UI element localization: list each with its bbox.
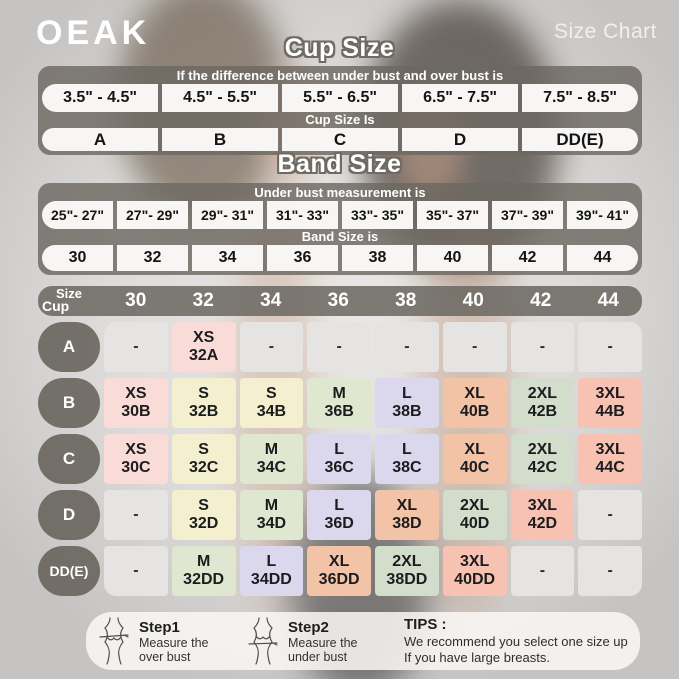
band-range-cell: 29"- 31" [192, 201, 263, 229]
matrix-column-header: 34 [260, 290, 282, 311]
matrix-cell [578, 546, 642, 596]
step1-text [139, 619, 243, 664]
cell-size-label: L [401, 441, 412, 458]
cup-instruction: If the difference between under bust and over bust is [176, 68, 504, 83]
step1-line1: Measure the [139, 635, 209, 650]
cell-size-code: 38DD [386, 571, 428, 588]
matrix-cell [578, 322, 642, 372]
cell-size-label: 3XL [595, 441, 625, 458]
band-number-cell: 36 [267, 245, 338, 271]
step2-line1: Measure the [288, 635, 358, 650]
cell-size-label: 2XL [392, 553, 422, 570]
cell-size-code: 34D [256, 515, 287, 532]
cup-letter-row [42, 128, 638, 151]
matrix-cell [375, 378, 439, 428]
cell-empty-dash: - [133, 338, 139, 355]
step1-title: Step1 [139, 618, 180, 636]
cell-size-code: 44C [595, 459, 625, 476]
matrix-cell [578, 490, 642, 540]
corner-cup-label: Cup [42, 298, 70, 314]
matrix-row-label: A [38, 322, 100, 372]
matrix-row-label: D [38, 490, 100, 540]
cup-letter-cell: D [402, 128, 518, 151]
matrix-cell [375, 490, 439, 540]
cell-size-label: S [266, 385, 277, 402]
matrix-row-label: B [38, 378, 100, 428]
cell-size-label: XS [125, 441, 147, 458]
band-size-heading: Band Size [277, 150, 402, 178]
cell-size-code: 40B [459, 403, 490, 420]
matrix-cell [172, 546, 236, 596]
cell-size-code: 34C [256, 459, 287, 476]
matrix-cell [307, 490, 371, 540]
measure-over-bust-icon [94, 616, 134, 666]
matrix-cell [104, 322, 168, 372]
band-number-cell: 38 [342, 245, 413, 271]
matrix-cell [307, 434, 371, 484]
cell-size-code: 34B [256, 403, 287, 420]
cell-size-code: 32DD [183, 571, 225, 588]
matrix-cell [172, 490, 236, 540]
cell-size-label: L [401, 385, 412, 402]
cell-size-label: XS [125, 385, 147, 402]
tips-block [404, 616, 628, 666]
cell-size-code: 40D [459, 515, 490, 532]
matrix-cell [240, 378, 304, 428]
band-number-cell: 44 [567, 245, 638, 271]
cell-size-code: 30C [121, 459, 151, 476]
matrix-row-a [38, 322, 642, 372]
band-size-table [38, 183, 642, 275]
cell-size-code: 32A [188, 347, 219, 364]
band-number-cell: 42 [492, 245, 563, 271]
cell-size-code: 36C [324, 459, 354, 476]
cell-empty-dash: - [471, 338, 478, 355]
measure-under-bust-icon [243, 616, 283, 666]
corner-size-label: Size [56, 286, 83, 301]
matrix-column-header: 30 [125, 290, 147, 311]
cell-size-code: 36D [324, 515, 354, 532]
cell-empty-dash: - [539, 338, 546, 355]
cell-size-label: 2XL [527, 441, 558, 458]
cell-empty-dash: - [133, 562, 139, 579]
cell-size-label: S [198, 385, 209, 402]
matrix-row-label: C [38, 434, 100, 484]
matrix-cell [172, 378, 236, 428]
cup-range-cell: 4.5" - 5.5" [162, 84, 278, 112]
cup-result-label: Cup Size Is [305, 112, 375, 127]
matrix-cell [443, 490, 507, 540]
cup-letter-cell: C [282, 128, 398, 151]
cup-range-cell: 6.5" - 7.5" [402, 84, 518, 112]
matrix-cell [240, 322, 304, 372]
cell-size-label: L [334, 497, 345, 514]
matrix-row-dd(e) [38, 546, 642, 596]
matrix-cell [240, 546, 304, 596]
band-number-cell: 40 [417, 245, 488, 271]
cup-letter-cell: DD(E) [522, 128, 638, 151]
matrix-cell [375, 322, 439, 372]
cell-size-label: 3XL [459, 553, 490, 570]
matrix-column-header: 36 [327, 290, 349, 311]
band-range-cell: 33"- 35" [342, 201, 413, 229]
matrix-cell [511, 434, 575, 484]
matrix-cell [375, 434, 439, 484]
matrix-cell [104, 546, 168, 596]
cell-empty-dash: - [539, 562, 546, 579]
matrix-cell [104, 434, 168, 484]
matrix-cell [307, 546, 371, 596]
step2-line2: under bust [288, 649, 348, 664]
matrix-cell [443, 546, 507, 596]
band-range-cell: 25"- 27" [42, 201, 113, 229]
matrix-column-header: 44 [597, 290, 619, 311]
cup-range-cell: 5.5" - 6.5" [282, 84, 398, 112]
matrix-row-b [38, 378, 642, 428]
cell-empty-dash: - [404, 338, 410, 355]
cell-size-code: 42D [527, 515, 558, 532]
cell-size-label: S [198, 441, 209, 458]
cup-size-table [38, 66, 642, 155]
matrix-cell [578, 434, 642, 484]
brand-logo: OEAK [36, 14, 151, 52]
cell-size-code: 36DD [318, 571, 360, 588]
matrix-corner-cell [38, 286, 102, 316]
band-range-cell: 31"- 33" [267, 201, 338, 229]
cell-size-label: XL [464, 441, 485, 458]
cell-size-label: M [264, 497, 279, 514]
cell-size-label: XL [328, 553, 350, 570]
band-number-cell: 32 [117, 245, 188, 271]
cell-size-label: XS [192, 329, 215, 346]
tips-line2: If you have large breasts. [404, 650, 550, 665]
matrix-column-header: 42 [530, 290, 552, 311]
page-title: Size Chart [553, 20, 657, 43]
cell-empty-dash: - [133, 506, 139, 523]
band-instruction: Under bust measurement is [254, 185, 426, 200]
cell-size-code: 34DD [250, 571, 292, 588]
matrix-cell [240, 490, 304, 540]
band-number-cell: 34 [192, 245, 263, 271]
matrix-cell [578, 378, 642, 428]
matrix-column-header: 32 [192, 290, 214, 311]
matrix-column-header: 38 [395, 290, 417, 311]
band-range-cell: 35"- 37" [417, 201, 488, 229]
cell-size-label: XL [464, 385, 485, 402]
matrix-header-row [38, 286, 642, 316]
step2-title: Step2 [288, 618, 329, 636]
cup-range-row [42, 84, 638, 112]
cell-empty-dash: - [268, 338, 275, 355]
matrix-column-header: 40 [462, 290, 484, 311]
matrix-cell [443, 378, 507, 428]
cell-size-code: 42B [527, 403, 558, 420]
cell-size-code: 32D [188, 515, 219, 532]
matrix-cell [172, 322, 236, 372]
matrix-cell [511, 546, 575, 596]
band-range-cell: 27"- 29" [117, 201, 188, 229]
cell-size-code: 32B [188, 403, 219, 420]
cell-size-code: 38D [392, 515, 422, 532]
matrix-cell [104, 490, 168, 540]
band-range-cell: 37"- 39" [492, 201, 563, 229]
band-range-row [42, 201, 638, 229]
matrix-cell [104, 378, 168, 428]
cell-size-label: M [332, 385, 346, 402]
cell-size-code: 40C [459, 459, 490, 476]
cell-size-label: L [334, 441, 345, 458]
cup-size-heading: Cup Size [284, 34, 395, 62]
cell-empty-dash: - [607, 338, 613, 355]
cell-size-label: 2XL [459, 497, 490, 514]
cell-size-label: L [266, 553, 277, 570]
cell-size-code: 32C [188, 459, 219, 476]
cell-size-label: M [196, 553, 211, 570]
cell-empty-dash: - [607, 506, 613, 523]
tips-line1: We recommend you select one size up [404, 634, 628, 649]
cell-size-code: 36B [324, 403, 354, 420]
matrix-cell [511, 322, 575, 372]
cup-letter-cell: B [162, 128, 278, 151]
cell-size-label: 2XL [527, 385, 558, 402]
cell-size-code: 42C [527, 459, 558, 476]
matrix-cell [240, 434, 304, 484]
cell-empty-dash: - [336, 338, 342, 355]
matrix-row-c [38, 434, 642, 484]
cell-size-code: 30B [121, 403, 151, 420]
cell-size-code: 38B [392, 403, 422, 420]
step1-line2: over bust [139, 649, 191, 664]
cell-size-label: 3XL [527, 497, 558, 514]
band-result-label: Band Size is [301, 229, 379, 244]
band-number-row [42, 245, 638, 271]
matrix-cell [443, 322, 507, 372]
cell-size-code: 40DD [454, 571, 496, 588]
measuring-guide-bar [86, 612, 640, 670]
matrix-row-label: DD(E) [38, 546, 100, 596]
matrix-cell [443, 434, 507, 484]
cup-range-cell: 3.5" - 4.5" [42, 84, 158, 112]
matrix-cell [307, 322, 371, 372]
cup-range-cell: 7.5" - 8.5" [522, 84, 638, 112]
matrix-cell [172, 434, 236, 484]
matrix-cell [375, 546, 439, 596]
cell-size-label: M [264, 441, 279, 458]
step2-text [288, 619, 392, 664]
cell-size-label: 3XL [595, 385, 625, 402]
matrix-cell [511, 378, 575, 428]
cell-size-label: S [198, 497, 209, 514]
band-number-cell: 30 [42, 245, 113, 271]
cup-letter-cell: A [42, 128, 158, 151]
band-range-cell: 39"- 41" [567, 201, 638, 229]
matrix-cell [511, 490, 575, 540]
cell-size-code: 44B [595, 403, 625, 420]
cell-empty-dash: - [607, 562, 613, 579]
cell-size-code: 38C [392, 459, 422, 476]
tips-label: TIPS : [404, 616, 447, 633]
matrix-row-d [38, 490, 642, 540]
matrix-cell [307, 378, 371, 428]
cell-size-label: XL [396, 497, 418, 514]
